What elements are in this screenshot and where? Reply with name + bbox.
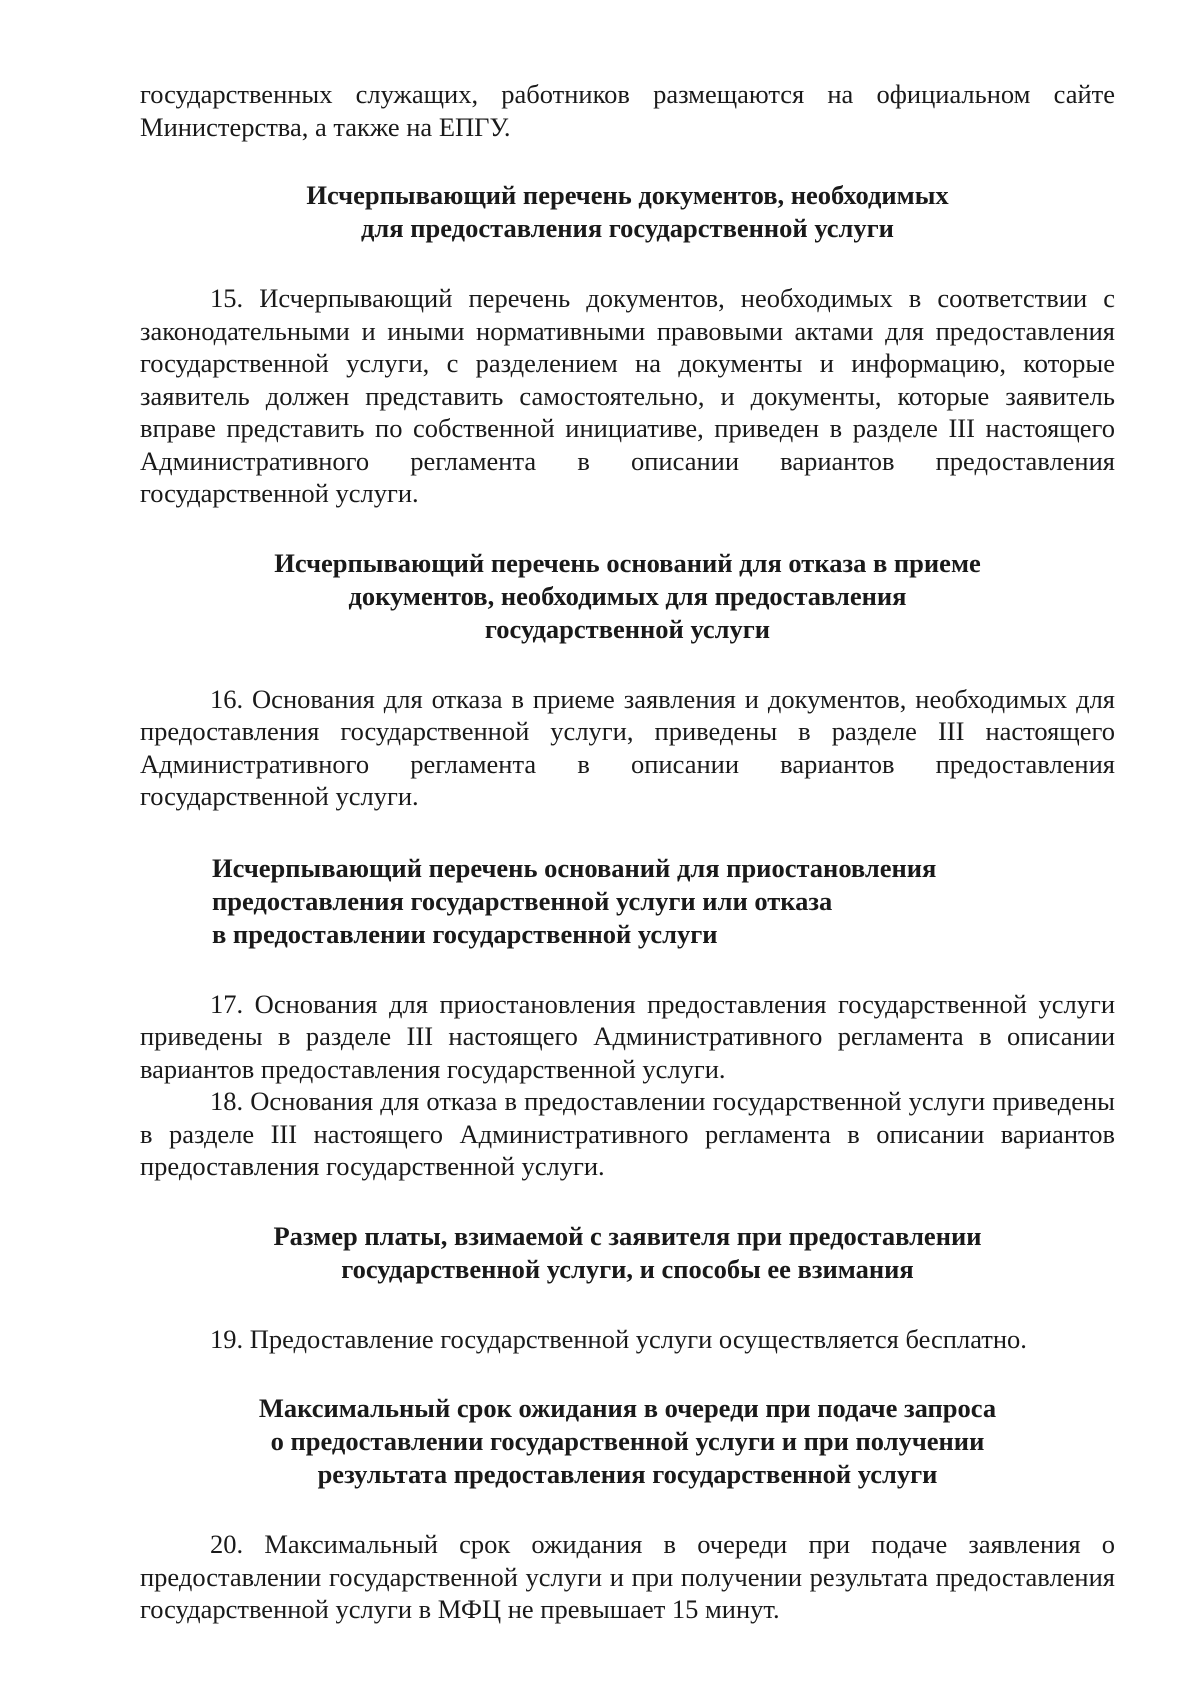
section-heading-documents [140, 179, 1115, 245]
paragraph-17: 17. Основания для приостановления предоставления государственной услуги приведены в разделе III настоящего Административного регламента в описании вариантов предоставления государственной услуги. [140, 988, 1115, 1084]
heading-line: в предоставлении государственной услуги [212, 918, 718, 949]
heading-line: Максимальный срок ожидания в очереди при подаче запроса [258, 1393, 997, 1423]
heading-line: документов, необходимых для предоставления [348, 580, 907, 611]
paragraph-18: 18. Основания для отказа в предоставлении государственной услуги приведены в разделе III настоящего Административного регламента в описании вариантов предоставления государственной услуги. [140, 1086, 1115, 1181]
heading-line: о предоставлении государственной услуги и при получении [270, 1426, 985, 1456]
paragraph-19: 19. Предоставление государственной услуги осуществляется бесплатно. [210, 1323, 1027, 1354]
paragraph-15: 15. Исчерпывающий перечень документов, необходимых в соответствии с законодательными и иными нормативными правовыми актами для предоставления государственной услуги, с разделением на документы и информацию, которые заявитель должен представить самостоятельно, и документы, которые заявитель вправе представить по собственной инициативе, приведен в разделе III настоящего Административного регламента в описании вариантов предоставления государственной услуги. [140, 283, 1115, 508]
heading-line: Исчерпывающий перечень документов, необходимых [306, 180, 949, 210]
heading-line: Размер платы, взимаемой с заявителя при предоставлении [273, 1220, 982, 1251]
heading-line: государственной услуги [484, 613, 771, 644]
heading-line: предоставления государственной услуги или отказа [212, 885, 833, 916]
heading-line: государственной услуги, и способы ее взимания [341, 1253, 914, 1284]
heading-line: результата предоставления государственной услуги [317, 1459, 938, 1489]
paragraph-20: 20. Максимальный срок ожидания в очереди при подаче заявления о предоставлении государственной услуги и при получении результата предоставления государственной услуги в МФЦ не превышает 15 минут. [140, 1529, 1115, 1624]
heading-line: Исчерпывающий перечень оснований для отказа в приеме [274, 547, 981, 578]
heading-line: Исчерпывающий перечень оснований для приостановления [212, 852, 937, 883]
section-heading-fee [140, 1220, 1115, 1286]
section-heading-queue-time [140, 1392, 1115, 1491]
section-heading-suspension-refusal [140, 852, 1115, 951]
paragraph-16: 16. Основания для отказа в приеме заявления и документов, необходимых для предоставления государственной услуги, приведены в разделе III настоящего Административного регламента в описании вариантов предоставления государственной услуги. [140, 683, 1115, 811]
intro-paragraph: государственных служащих, работников размещаются на официальном сайте Министерства, а также на ЕПГУ. [140, 79, 1115, 142]
section-heading-refusal-acceptance [140, 547, 1115, 646]
document-page [140, 78, 1115, 1626]
heading-line: для предоставления государственной услуги [361, 213, 894, 243]
